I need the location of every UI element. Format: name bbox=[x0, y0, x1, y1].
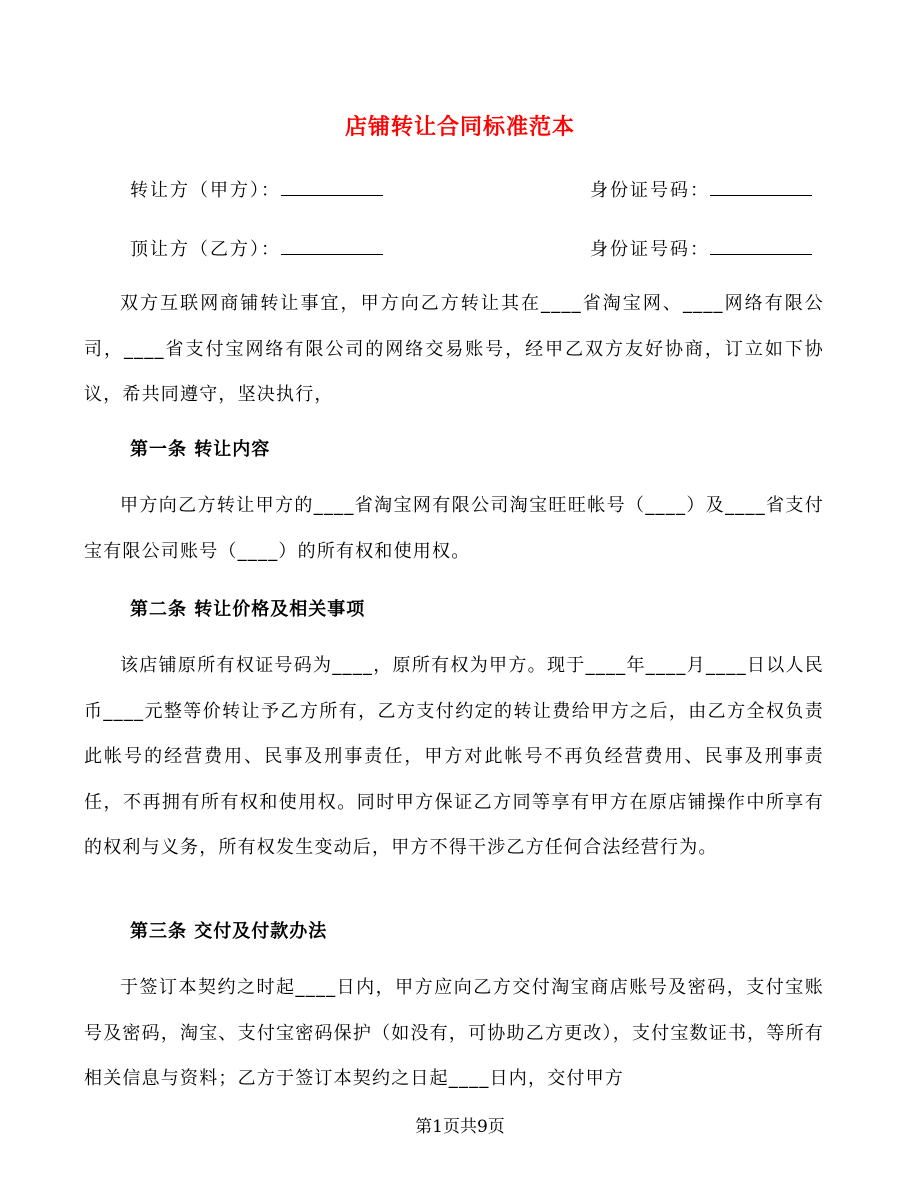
transferee-field bbox=[130, 235, 383, 261]
transferee-blank bbox=[281, 236, 383, 255]
section-body: 甲方向乙方转让甲方的____省淘宝网有限公司淘宝旺旺帐号（____）及____省支付宝有限公司账号（____）的所有权和使用权。 bbox=[84, 495, 824, 562]
transferee-id-blank bbox=[710, 236, 812, 255]
section-heading: 第三条 交付及付款办法 bbox=[130, 921, 328, 942]
transferee-id-field bbox=[590, 235, 812, 261]
party-row-transferee bbox=[130, 235, 812, 265]
intro-paragraph: 双方互联网商铺转让事宜，甲方向乙方转让其在____省淘宝网、____网络有限公司，____省支付宝网络有限公司的网络交易账号，经甲乙双方友好协商，订立如下协议，希共同遵守，坚决执行， bbox=[84, 293, 824, 405]
page-number: 第1页共9页 bbox=[415, 1117, 505, 1137]
section-body: 该店铺原所有权证号码为____，原所有权为甲方。现于____年____月____日以人民币____元整等价转让予乙方所有，乙方支付约定的转让费给甲方之后，由乙方全权负责此帐号的经营费用、民事及刑事责任，甲方对此帐号不再负经营费用、民事及刑事责任，不再拥有所有权和使用权。同时甲方保证乙方同等享有甲方在原店铺操作中所享有的权利与义务，所有权发生变动后，甲方不得干涉乙方任何合法经营行为。 bbox=[84, 655, 825, 858]
section-body: 于签订本契约之时起____日内，甲方应向乙方交付淘宝商店账号及密码，支付宝账号及密码，淘宝、支付宝密码保护（如没有，可协助乙方更改），支付宝数证书，等所有相关信息与资料；乙方于签订本契约之日起____日内，交付甲方 bbox=[84, 977, 824, 1089]
transferee-label: 顶让方（乙方）： bbox=[130, 239, 281, 260]
transferee-id-label: 身份证号码： bbox=[590, 239, 710, 260]
transferor-id-label: 身份证号码： bbox=[590, 180, 710, 201]
document-title: 店铺转让合同标准范本 bbox=[344, 115, 575, 140]
party-row-transferor bbox=[130, 176, 812, 206]
transferor-label: 转让方（甲方）： bbox=[130, 180, 281, 201]
transferor-id-blank bbox=[710, 177, 812, 196]
transferor-blank bbox=[281, 177, 383, 196]
section-heading: 第一条 转让内容 bbox=[130, 439, 271, 460]
section-heading: 第二条 转让价格及相关事项 bbox=[130, 599, 366, 620]
transferor-field bbox=[130, 176, 383, 202]
transferor-id-field bbox=[590, 176, 812, 202]
